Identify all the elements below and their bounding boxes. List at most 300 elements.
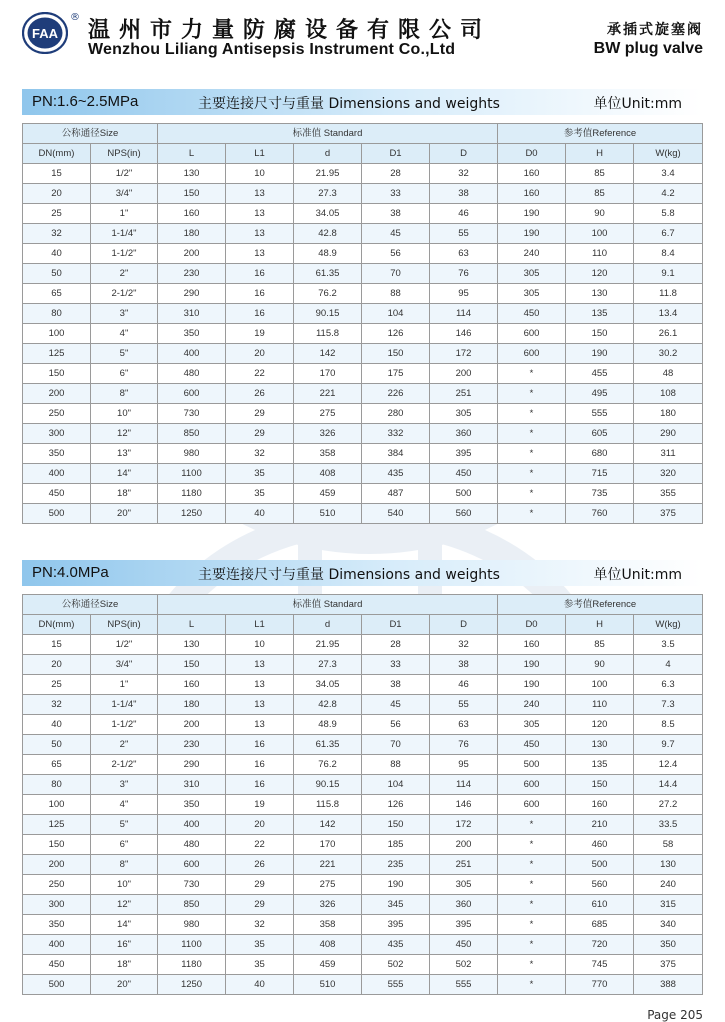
table-cell: 350 [23,915,91,935]
table-row [23,364,703,384]
table-cell: * [498,464,566,484]
table-cell: 35 [226,484,294,504]
table-cell: 104 [362,304,430,324]
table-cell: 32 [226,444,294,464]
section-1-unit: 单位Unit:mm [593,96,682,112]
table-cell: 34.05 [294,675,362,695]
table-cell: 76.2 [294,284,362,304]
table-row [23,935,703,955]
table-cell: 8.4 [634,244,703,264]
table-cell: 3.4 [634,164,703,184]
table-row [23,635,703,655]
column-header: NPS(in) [91,144,158,164]
table-cell: 27.3 [294,184,362,204]
table-cell: 850 [158,895,226,915]
table-cell: 15 [23,635,91,655]
table-cell: 13 [226,715,294,735]
table-cell: 2" [91,264,158,284]
table-cell: 235 [362,855,430,875]
table-cell: 250 [23,404,91,424]
table-cell: 540 [362,504,430,524]
table-cell: 190 [498,224,566,244]
table-cell: 6.3 [634,675,703,695]
table-cell: 30.2 [634,344,703,364]
table-cell: 459 [294,955,362,975]
table-cell: * [498,855,566,875]
table-cell: 70 [362,735,430,755]
table-row [23,184,703,204]
table-cell: 275 [294,875,362,895]
table-cell: 32 [430,635,498,655]
table-cell: 76 [430,735,498,755]
table-row [23,915,703,935]
table-cell: 175 [362,364,430,384]
table-cell: 32 [23,224,91,244]
table-cell: 290 [158,284,226,304]
table-cell: 190 [498,675,566,695]
table-cell: 1100 [158,935,226,955]
section-2-title: 主要连接尺寸与重量 Dimensions and weights [198,567,500,583]
table-cell: 745 [566,955,634,975]
table-cell: 21.95 [294,164,362,184]
table-cell: 305 [430,875,498,895]
table-cell: 150 [362,815,430,835]
table-row [23,715,703,735]
table-cell: 305 [498,715,566,735]
column-header: NPS(in) [91,615,158,635]
table-row [23,655,703,675]
table-cell: 42.8 [294,695,362,715]
table-cell: 90.15 [294,775,362,795]
table-cell: 6" [91,364,158,384]
table-cell: 500 [566,855,634,875]
table-cell: 345 [362,895,430,915]
table-cell: 115.8 [294,795,362,815]
table-cell: 46 [430,675,498,695]
table-cell: 95 [430,755,498,775]
table-cell: 600 [498,795,566,815]
table-cell: 735 [566,484,634,504]
table-cell: 130 [566,284,634,304]
table-cell: 40 [23,715,91,735]
table-cell: 610 [566,895,634,915]
table-cell: 20 [23,655,91,675]
table-cell: 14" [91,464,158,484]
section-1-dimensions-table [22,123,703,524]
group-header-reference: 参考值Reference [498,595,703,615]
column-header: D [430,615,498,635]
table-cell: 28 [362,164,430,184]
table-cell: 16 [226,755,294,775]
product-name-cn: 承插式旋塞阀 [607,22,703,38]
table-cell: 332 [362,424,430,444]
table-cell: 90 [566,655,634,675]
table-cell: 310 [158,304,226,324]
table-cell: 100 [566,675,634,695]
table-cell: 65 [23,755,91,775]
table-row [23,955,703,975]
table-cell: 8.5 [634,715,703,735]
table-cell: 435 [362,935,430,955]
group-header-reference: 参考值Reference [498,124,703,144]
table-cell: 555 [566,404,634,424]
table-cell: 502 [430,955,498,975]
page-number: Page 205 [647,1008,703,1022]
table-cell: 1-1/4" [91,695,158,715]
table-cell: 20 [226,815,294,835]
table-cell: 48 [634,364,703,384]
table-cell: 125 [23,344,91,364]
table-cell: 160 [566,795,634,815]
table-cell: 21.95 [294,635,362,655]
table-cell: 150 [566,324,634,344]
table-cell: 3" [91,304,158,324]
table-cell: 110 [566,695,634,715]
table-cell: 130 [634,855,703,875]
table-cell: 560 [566,875,634,895]
table-cell: 26 [226,855,294,875]
table-row [23,244,703,264]
table-cell: 14" [91,915,158,935]
table-cell: 221 [294,384,362,404]
table-cell: 185 [362,835,430,855]
table-row [23,284,703,304]
table-cell: 355 [634,484,703,504]
table-cell: 455 [566,364,634,384]
table-row [23,324,703,344]
table-cell: 9.1 [634,264,703,284]
table-row [23,675,703,695]
company-name-cn: 温州市力量防腐设备有限公司 [88,18,492,43]
table-cell: 16 [226,775,294,795]
table-row [23,304,703,324]
table-cell: 305 [498,264,566,284]
table-cell: 40 [226,504,294,524]
table-cell: 600 [158,384,226,404]
table-cell: 311 [634,444,703,464]
table-cell: 38 [430,184,498,204]
table-cell: 180 [158,224,226,244]
table-row [23,855,703,875]
column-header: D0 [498,615,566,635]
table-cell: 250 [23,875,91,895]
table-cell: 16 [226,284,294,304]
column-header: H [566,144,634,164]
table-cell: 240 [498,244,566,264]
table-cell: 360 [430,424,498,444]
table-cell: 4" [91,324,158,344]
table-cell: 1" [91,675,158,695]
table-cell: 170 [294,364,362,384]
table-cell: 13 [226,675,294,695]
table-cell: 160 [158,204,226,224]
table-cell: 980 [158,444,226,464]
table-cell: 120 [566,264,634,284]
table-cell: 600 [498,324,566,344]
table-cell: 358 [294,915,362,935]
table-cell: 26.1 [634,324,703,344]
section-1-pressure: PN:1.6~2.5MPa [32,93,139,110]
table-cell: 600 [498,344,566,364]
table-cell: 384 [362,444,430,464]
table-row [23,464,703,484]
table-cell: 150 [158,655,226,675]
table-cell: 850 [158,424,226,444]
table-cell: 350 [158,795,226,815]
table-cell: 100 [23,324,91,344]
table-cell: 9.7 [634,735,703,755]
table-cell: 11.8 [634,284,703,304]
table-cell: 200 [23,384,91,404]
table-cell: 480 [158,835,226,855]
table-cell: 190 [566,344,634,364]
table-cell: 6" [91,835,158,855]
table-cell: 142 [294,815,362,835]
table-cell: 32 [226,915,294,935]
table-cell: 16 [226,735,294,755]
table-cell: 2-1/2" [91,284,158,304]
table-cell: 190 [498,655,566,675]
table-cell: 200 [23,855,91,875]
table-cell: 500 [23,504,91,524]
table-cell: 4.2 [634,184,703,204]
product-name-en: BW plug valve [593,40,703,57]
table-cell: 400 [23,464,91,484]
table-cell: 180 [634,404,703,424]
table-cell: 510 [294,504,362,524]
table-cell: 395 [430,915,498,935]
group-header-size: 公称通径Size [23,124,158,144]
table-cell: 450 [23,955,91,975]
table-cell: 408 [294,464,362,484]
group-header-standard: 标准值 Standard [158,124,498,144]
group-header-size: 公称通径Size [23,595,158,615]
table-cell: * [498,384,566,404]
table-cell: 13 [226,184,294,204]
table-cell: 200 [430,835,498,855]
table-row [23,695,703,715]
table-cell: 400 [158,344,226,364]
table-cell: 95 [430,284,498,304]
table-cell: 226 [362,384,430,404]
table-cell: 55 [430,224,498,244]
table-cell: 25 [23,675,91,695]
table-cell: 340 [634,915,703,935]
table-cell: 125 [23,815,91,835]
table-cell: 221 [294,855,362,875]
table-cell: 680 [566,444,634,464]
table-cell: 38 [430,655,498,675]
table-cell: 500 [23,975,91,995]
table-cell: 1-1/2" [91,244,158,264]
table-cell: 480 [158,364,226,384]
table-cell: 135 [566,755,634,775]
table-cell: 275 [294,404,362,424]
table-cell: 600 [498,775,566,795]
table-cell: 3/4" [91,655,158,675]
table-cell: 130 [566,735,634,755]
table-cell: 730 [158,404,226,424]
table-cell: 28 [362,635,430,655]
table-cell: 27.3 [294,655,362,675]
table-cell: 3" [91,775,158,795]
table-cell: 459 [294,484,362,504]
table-cell: 160 [498,635,566,655]
table-cell: 32 [430,164,498,184]
table-cell: 76.2 [294,755,362,775]
table-cell: 126 [362,795,430,815]
table-cell: 135 [566,304,634,324]
table-cell: 1180 [158,955,226,975]
column-header: D [430,144,498,164]
table-cell: 16 [226,304,294,324]
table-cell: 61.35 [294,735,362,755]
table-cell: * [498,955,566,975]
table-cell: 1250 [158,975,226,995]
table-row [23,484,703,504]
table-cell: 450 [430,935,498,955]
table-cell: 27.2 [634,795,703,815]
table-cell: 34.05 [294,204,362,224]
table-row [23,344,703,364]
table-cell: 502 [362,955,430,975]
table-cell: 80 [23,775,91,795]
table-cell: 56 [362,244,430,264]
table-row [23,895,703,915]
registered-mark: ® [70,12,80,23]
table-cell: 33 [362,655,430,675]
table-cell: 305 [498,284,566,304]
table-row [23,755,703,775]
table-cell: 1/2" [91,635,158,655]
table-cell: * [498,835,566,855]
table-cell: 13 [226,204,294,224]
table-cell: 305 [430,404,498,424]
table-cell: 8" [91,855,158,875]
column-header: L1 [226,615,294,635]
table-cell: 14.4 [634,775,703,795]
table-cell: 61.35 [294,264,362,284]
table-cell: 19 [226,795,294,815]
table-cell: 6.7 [634,224,703,244]
table-cell: 15 [23,164,91,184]
table-cell: 180 [158,695,226,715]
table-cell: 150 [23,364,91,384]
table-cell: 400 [158,815,226,835]
table-row [23,975,703,995]
section-2-unit: 单位Unit:mm [593,567,682,583]
table-cell: 290 [634,424,703,444]
section-1-header-bar [22,89,702,115]
table-cell: 560 [430,504,498,524]
table-row [23,384,703,404]
table-cell: 100 [23,795,91,815]
table-cell: 18" [91,484,158,504]
table-cell: 4" [91,795,158,815]
section-2-dimensions-table [22,594,703,995]
table-cell: 350 [634,935,703,955]
table-cell: 8" [91,384,158,404]
table-cell: 29 [226,404,294,424]
table-cell: 76 [430,264,498,284]
table-cell: 13 [226,695,294,715]
table-cell: 310 [158,775,226,795]
table-cell: 85 [566,184,634,204]
table-cell: 63 [430,715,498,735]
table-cell: 230 [158,735,226,755]
table-cell: 29 [226,875,294,895]
table-cell: 160 [498,184,566,204]
table-cell: 20 [226,344,294,364]
column-header: d [294,144,362,164]
table-cell: * [498,424,566,444]
table-cell: 170 [294,835,362,855]
table-cell: 10 [226,164,294,184]
table-cell: 1100 [158,464,226,484]
table-cell: * [498,815,566,835]
table-cell: 20" [91,504,158,524]
table-cell: 104 [362,775,430,795]
table-cell: 200 [158,715,226,735]
table-cell: 605 [566,424,634,444]
table-row [23,404,703,424]
table-cell: 240 [634,875,703,895]
table-cell: 33 [362,184,430,204]
table-cell: 300 [23,895,91,915]
table-cell: 500 [430,484,498,504]
table-cell: 65 [23,284,91,304]
table-cell: 13 [226,655,294,675]
table-cell: 290 [158,755,226,775]
table-cell: 408 [294,935,362,955]
table-cell: 40 [226,975,294,995]
table-cell: 50 [23,264,91,284]
table-cell: 190 [362,875,430,895]
table-cell: 32 [23,695,91,715]
table-cell: 29 [226,895,294,915]
table-cell: 142 [294,344,362,364]
table-cell: 130 [158,635,226,655]
table-row [23,264,703,284]
column-header: DN(mm) [23,144,91,164]
table-row [23,775,703,795]
table-cell: 55 [430,695,498,715]
table-cell: * [498,364,566,384]
table-cell: 13 [226,244,294,264]
table-cell: 200 [430,364,498,384]
table-cell: 45 [362,695,430,715]
table-cell: 38 [362,204,430,224]
section-1-title: 主要连接尺寸与重量 Dimensions and weights [198,96,500,112]
table-cell: 1" [91,204,158,224]
table-cell: 460 [566,835,634,855]
table-cell: 2" [91,735,158,755]
table-cell: 360 [430,895,498,915]
table-cell: 1250 [158,504,226,524]
table-cell: 85 [566,164,634,184]
table-cell: 510 [294,975,362,995]
table-cell: 16" [91,935,158,955]
table-cell: 88 [362,284,430,304]
table-cell: 388 [634,975,703,995]
table-cell: * [498,915,566,935]
table-cell: 350 [23,444,91,464]
table-cell: 146 [430,795,498,815]
table-row [23,875,703,895]
table-cell: 210 [566,815,634,835]
faa-logo-icon [22,12,68,54]
table-cell: 20 [23,184,91,204]
